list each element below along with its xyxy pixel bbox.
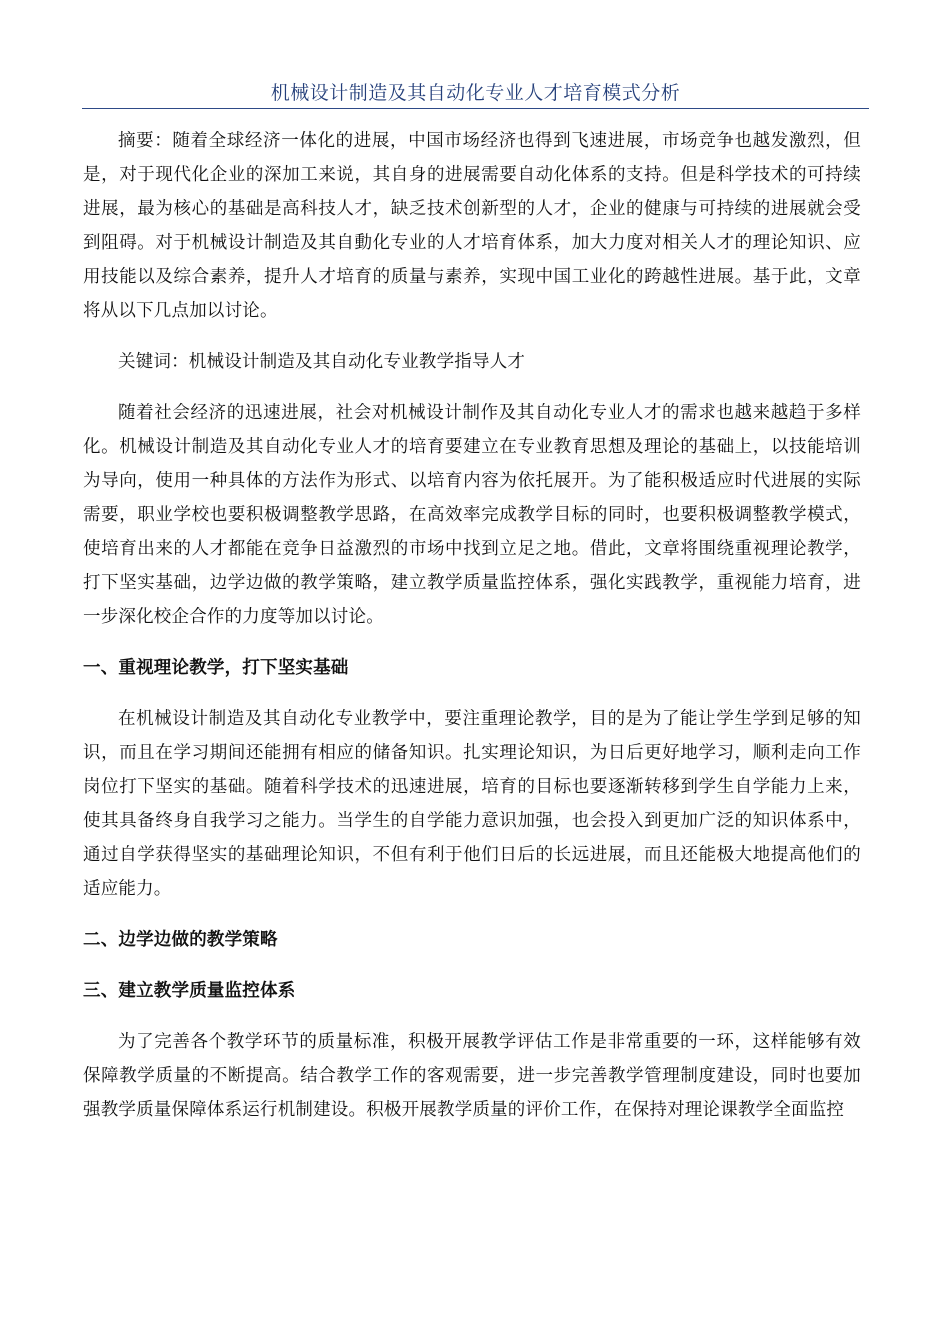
paragraph-spacer [83, 634, 861, 651]
section-heading-2: 二、边学边做的教学策略 [83, 930, 278, 950]
keywords-paragraph: 关键词：机械设计制造及其自动化专业教学指导人才 [118, 352, 526, 372]
section-1-paragraph: 在机械设计制造及其自动化专业教学中，要注重理论教学，目的是为了能让学生学到足够的知识，而且在学习期间还能拥有相应的储备知识。扎实理论知识，为日后更好地学习，顺利走向工作岗位打下坚实的基础。随着科学技术的迅速进展，培育的目标也要逐渐转移到学生自学能力上来，使其具备终身自我学习之能力。当学生的自学能力意识加强，也会投入到更加广泛的知识体系中，通过自学获得坚实的基础理论知识，不但有利于他们日后的长远进展，而且还能极大地提高他们的适应能力。 [83, 709, 861, 899]
document-title: 机械设计制造及其自动化专业人才培育模式分析 [82, 78, 869, 109]
intro-paragraph: 随着社会经济的迅速进展，社会对机械设计制作及其自动化专业人才的需求也越来越趋于多样化。机械设计制造及其自动化专业人才的培育要建立在专业教育思想及理论的基础上，以技能培训为导向，使用一种具体的方法作为形式、以培育内容为依托展开。为了能积极适应时代进展的实际需要，职业学校也要积极调整教学思路，在高效率完成教学目标的同时，也要积极调整教学模式，使培育出来的人才都能在竞争日益激烈的市场中找到立足之地。借此，文章将围绕重视理论教学，打下坚实基础，边学边做的教学策略，建立教学质量监控体系，强化实践教学，重视能力培育，进一步深化校企合作的力度等加以讨论。 [83, 403, 861, 627]
abstract-paragraph: 摘要：随着全球经济一体化的进展，中国市场经济也得到飞速进展，市场竞争也越发激烈，但是，对于现代化企业的深加工来说，其自身的进展需要自动化体系的支持。但是科学技术的可持续进展，最为核心的基础是高科技人才，缺乏技术创新型的人才，企业的健康与可持续的进展就会受到阻碍。对于机械设计制造及其自動化专业的人才培育体系，加大力度对相关人才的理论知识、应用技能以及综合素养，提升人才培育的质量与素养，实现中国工业化的跨越性进展。基于此，文章将从以下几点加以讨论。 [83, 131, 861, 321]
section-heading-1: 一、重视理论教学，打下坚实基础 [83, 658, 349, 678]
paragraph-spacer [83, 379, 861, 396]
paragraph-spacer [83, 328, 861, 345]
paragraph-spacer [83, 906, 861, 923]
section-heading-3: 三、建立教学质量监控体系 [83, 981, 296, 1001]
section-3-paragraph: 为了完善各个教学环节的质量标准，积极开展教学评估工作是非常重要的一环，这样能够有效保障教学质量的不断提高。结合教学工作的客观需要，进一步完善教学管理制度建设，同时也要加强教学质量保障体系运行机制建设。积极开展教学质量的评价工作，在保持对理论课教学全面监控 [83, 1032, 861, 1120]
paragraph-spacer [83, 957, 861, 974]
paragraph-spacer [83, 685, 861, 702]
document-body [83, 124, 861, 1127]
paragraph-spacer [83, 1008, 861, 1025]
